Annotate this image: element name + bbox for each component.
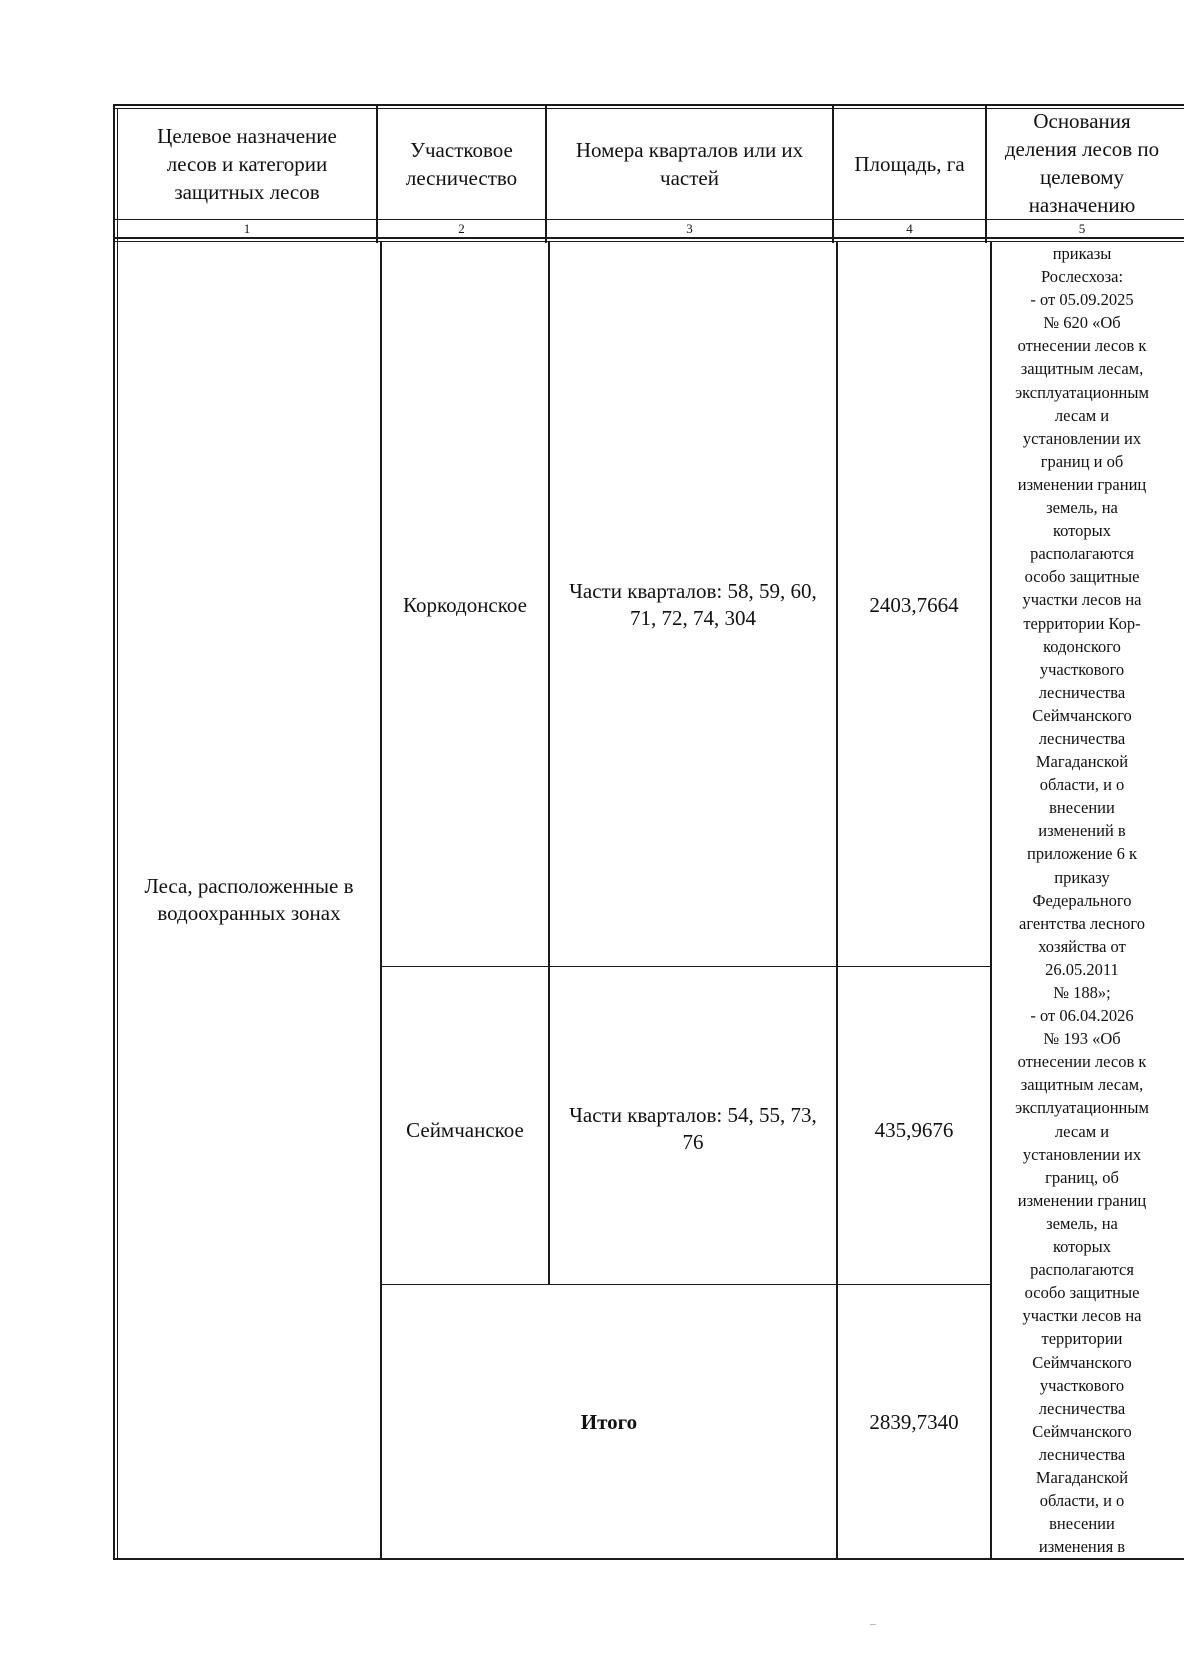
header-purpose: Целевое назначение лесов и категории защитных лесов bbox=[157, 124, 337, 204]
header-area: Площадь, га bbox=[854, 152, 965, 176]
header-quarters: Номера кварталов или их частей bbox=[575, 138, 804, 190]
basis-line: Сеймчанского bbox=[1032, 1421, 1132, 1441]
rule-row1-bottom bbox=[381, 966, 991, 967]
row1-quarters: Части кварталов: 58, 59, 60, 71, 72, 74, 304 bbox=[569, 579, 817, 630]
basis-line: эксплуатационным bbox=[1015, 382, 1149, 402]
basis-line: защитным лесам, bbox=[1020, 1075, 1144, 1095]
basis-line: лесничества bbox=[1038, 682, 1126, 702]
header-district: Участковое лесничество bbox=[405, 138, 518, 190]
basis-line: внесении bbox=[1049, 1514, 1115, 1534]
basis-line: лесам и bbox=[1054, 405, 1110, 425]
basis-line: границ и об bbox=[1040, 451, 1124, 471]
total-area: 2839,7340 bbox=[869, 1409, 959, 1434]
basis-line: - от 05.09.2025 bbox=[1030, 290, 1134, 310]
basis-line: № 188»; bbox=[1053, 983, 1111, 1002]
rule-col1-body bbox=[380, 242, 382, 1559]
basis-text bbox=[997, 242, 1167, 1558]
basis-line: № 620 «Об bbox=[1043, 313, 1121, 333]
scan-speck bbox=[870, 1624, 876, 1625]
total-label: Итого bbox=[580, 1409, 638, 1434]
column-number-2: 2 bbox=[458, 221, 465, 236]
basis-line: территории Кор- bbox=[1023, 613, 1141, 633]
basis-line: особо защитные bbox=[1024, 1283, 1140, 1303]
basis-line: установлении их bbox=[1022, 428, 1142, 448]
basis-line: изменений в bbox=[1038, 821, 1126, 841]
rule-row2-bottom bbox=[381, 1284, 991, 1285]
basis-line: Рослесхоза: bbox=[1040, 267, 1124, 287]
row1-district: Коркодонское bbox=[403, 592, 527, 617]
rule-col3-body bbox=[836, 242, 838, 1559]
basis-line: приложение 6 к bbox=[1027, 844, 1137, 864]
basis-line: хозяйства от bbox=[1038, 936, 1126, 956]
column-number-5: 5 bbox=[1078, 221, 1086, 236]
rule-col2-header bbox=[545, 106, 547, 243]
row1-area: 2403,7664 bbox=[869, 592, 959, 617]
basis-line: участки лесов на bbox=[1022, 590, 1142, 610]
basis-line: лесничества bbox=[1038, 1444, 1126, 1464]
rule-col3-header bbox=[832, 106, 834, 243]
basis-line: Сеймчанского bbox=[1032, 705, 1132, 725]
rule-left-inner bbox=[117, 108, 118, 1558]
basis-line: изменении границ bbox=[1017, 1190, 1147, 1210]
basis-line: приказу bbox=[1054, 867, 1110, 887]
column-number-3: 3 bbox=[686, 221, 693, 236]
row2-area: 435,9676 bbox=[874, 1117, 954, 1142]
basis-line: участкового bbox=[1039, 1375, 1125, 1395]
basis-line: № 193 «Об bbox=[1043, 1029, 1121, 1049]
column-number-4: 4 bbox=[906, 221, 913, 236]
basis-line: 26.05.2011 bbox=[1045, 959, 1119, 979]
basis-line: кодонского bbox=[1043, 636, 1121, 656]
basis-line: изменении границ bbox=[1017, 474, 1147, 494]
basis-line: земель, на bbox=[1046, 498, 1118, 518]
rule-col2-body bbox=[548, 242, 550, 1284]
basis-line: - от 06.04.2026 bbox=[1030, 1006, 1134, 1026]
basis-line: границ, об bbox=[1045, 1167, 1119, 1187]
basis-line: области, и о bbox=[1039, 775, 1125, 795]
basis-line: отнесении лесов к bbox=[1017, 336, 1147, 356]
basis-line: которых bbox=[1052, 521, 1112, 541]
basis-line: располагаются bbox=[1030, 544, 1134, 564]
basis-line: внесении bbox=[1049, 798, 1115, 818]
column-number-1: 1 bbox=[243, 221, 251, 236]
basis-line: особо защитные bbox=[1024, 567, 1140, 587]
basis-line: агентства лесного bbox=[1019, 913, 1145, 933]
basis-line: эксплуатационным bbox=[1015, 1098, 1149, 1118]
basis-line: изменения в bbox=[1038, 1537, 1126, 1557]
basis-line: области, и о bbox=[1039, 1491, 1125, 1511]
basis-line: лесничества bbox=[1038, 1398, 1126, 1418]
basis-line: Магаданской bbox=[1035, 1467, 1129, 1487]
basis-line: Магаданской bbox=[1035, 752, 1129, 772]
header-basis: Основания деления лесов по целевому назначению bbox=[1004, 109, 1160, 217]
row2-quarters: Части кварталов: 54, 55, 73, 76 bbox=[569, 1103, 817, 1154]
basis-line: установлении их bbox=[1022, 1144, 1142, 1164]
rule-col4-header bbox=[985, 106, 987, 243]
basis-line: территории bbox=[1041, 1329, 1123, 1349]
basis-line: участкового bbox=[1039, 659, 1125, 679]
rule-col4-body bbox=[990, 242, 992, 1559]
basis-line: лесам и bbox=[1054, 1121, 1110, 1141]
basis-line: лесничества bbox=[1038, 728, 1126, 748]
rule-left-outer bbox=[113, 104, 115, 1560]
basis-line: располагаются bbox=[1030, 1260, 1134, 1280]
rule-numbers-bottom-1 bbox=[113, 237, 1184, 239]
basis-line: Федерального bbox=[1032, 890, 1132, 910]
basis-line: земель, на bbox=[1046, 1213, 1118, 1233]
basis-line: которых bbox=[1052, 1237, 1112, 1257]
basis-line: приказы bbox=[1052, 244, 1112, 263]
basis-line: участки лесов на bbox=[1022, 1306, 1142, 1326]
basis-line: отнесении лесов к bbox=[1017, 1052, 1147, 1072]
row2-district: Сеймчанское bbox=[406, 1117, 524, 1142]
basis-line: Сеймчанского bbox=[1032, 1352, 1132, 1372]
purpose-category: Леса, расположенные в водоохранных зонах bbox=[144, 874, 354, 925]
basis-line: защитным лесам, bbox=[1020, 359, 1144, 379]
rule-col1-header bbox=[376, 106, 378, 243]
